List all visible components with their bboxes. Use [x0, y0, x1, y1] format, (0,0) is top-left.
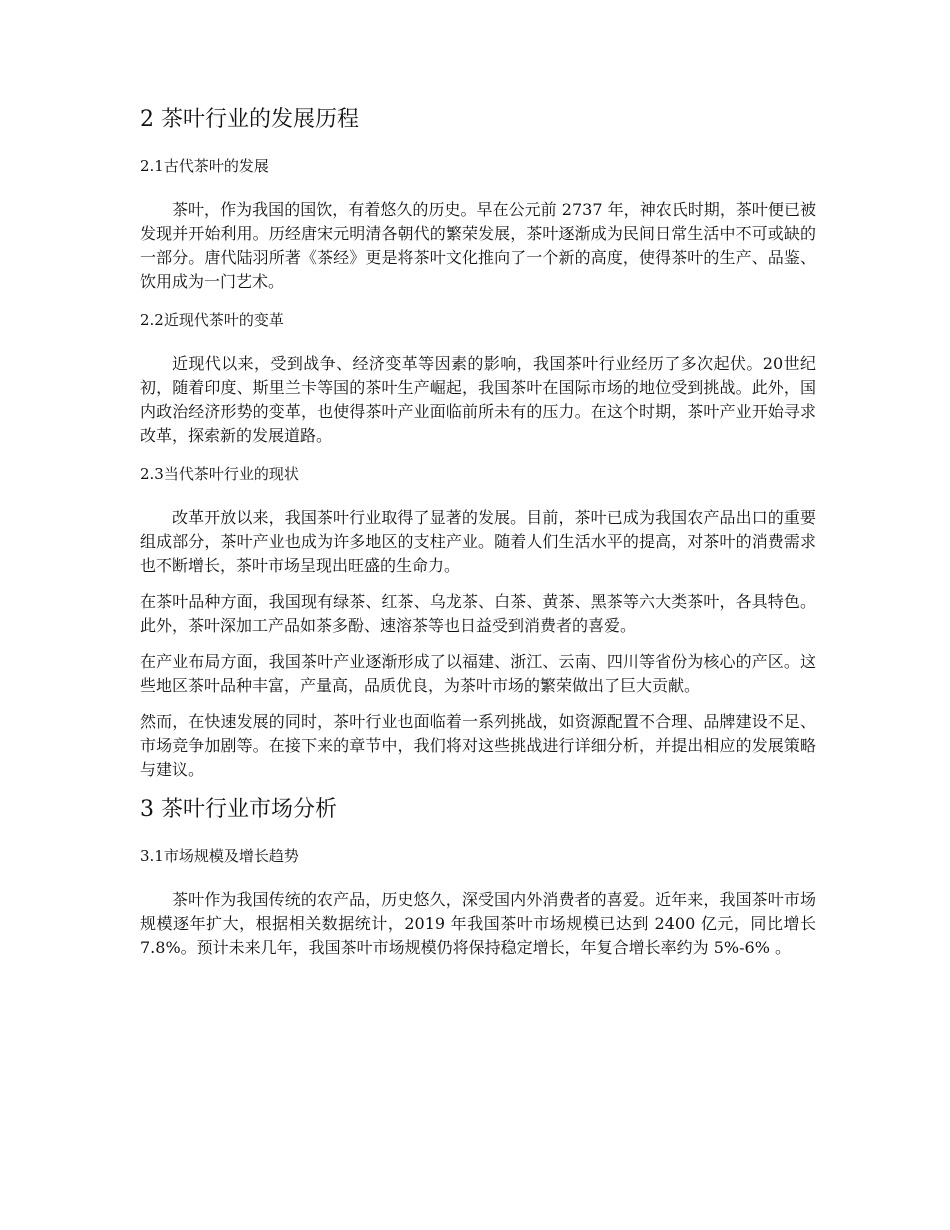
subsection-heading-2-1: 2.1古代茶叶的发展 — [140, 157, 269, 175]
paragraph-2-1-1: 茶叶，作为我国的国饮，有着悠久的历史。早在公元前 2737 年，神农氏时期，茶叶便已被发现并开始利用。历经唐宋元明清各朝代的繁荣发展，茶叶逐渐成为民间日常生活中不可或缺的一部分。唐代陆羽所著《茶经》更是将茶叶文化推向了一个新的高度，使得茶叶的生产、品鉴、饮用成为一门艺术。 — [140, 200, 816, 291]
section-heading-3: 3 茶叶行业市场分析 — [140, 797, 337, 822]
paragraph-2-3-1: 改革开放以来，我国茶叶行业取得了显著的发展。目前，茶叶已成为我国农产品出口的重要组成部分，茶叶产业也成为许多地区的支柱产业。随着人们生活水平的提高，对茶叶的消费需求也不断增长，茶叶市场呈现出旺盛的生命力。 — [140, 508, 816, 575]
section-heading-2: 2 茶叶行业的发展历程 — [140, 107, 359, 132]
subsection-heading-3-1: 3.1市场规模及增长趋势 — [140, 847, 299, 865]
paragraph-2-3-4: 然而，在快速发展的同时，茶叶行业也面临着一系列挑战，如资源配置不合理、品牌建设不足、市场竞争加剧等。在接下来的章节中，我们将对这些挑战进行详细分析，并提出相应的发展策略与建议。 — [140, 712, 816, 779]
paragraph-2-3-3: 在产业布局方面，我国茶叶产业逐渐形成了以福建、浙江、云南、四川等省份为核心的产区。这些地区茶叶品种丰富，产量高，品质优良，为茶叶市场的繁荣做出了巨大贡献。 — [140, 652, 816, 695]
subsection-heading-2-2: 2.2近现代茶叶的变革 — [140, 311, 284, 329]
paragraph-3-1-1: 茶叶作为我国传统的农产品，历史悠久，深受国内外消费者的喜爱。近年来，我国茶叶市场规模逐年扩大，根据相关数据统计，2019 年我国茶叶市场规模已达到 2400 亿元，同比增长 7.8%。预计未来几年，我国茶叶市场规模仍将保持稳定增长，年复合增长率约为 5%-6% 。 — [140, 890, 816, 957]
paragraph-2-2-1: 近现代以来，受到战争、经济变革等因素的影响，我国茶叶行业经历了多次起伏。20世纪初，随着印度、斯里兰卡等国的茶叶生产崛起，我国茶叶在国际市场的地位受到挑战。此外，国内政治经济形势的变革，也使得茶叶产业面临前所未有的压力。在这个时期，茶叶产业开始寻求改革，探索新的发展道路。 — [140, 354, 816, 445]
document-page — [140, 104, 816, 972]
paragraph-2-3-2: 在茶叶品种方面，我国现有绿茶、红茶、乌龙茶、白茶、黄茶、黑茶等六大类茶叶，各具特色。此外，茶叶深加工产品如茶多酚、速溶茶等也日益受到消费者的喜爱。 — [140, 592, 816, 635]
subsection-heading-2-3: 2.3当代茶叶行业的现状 — [140, 465, 299, 483]
